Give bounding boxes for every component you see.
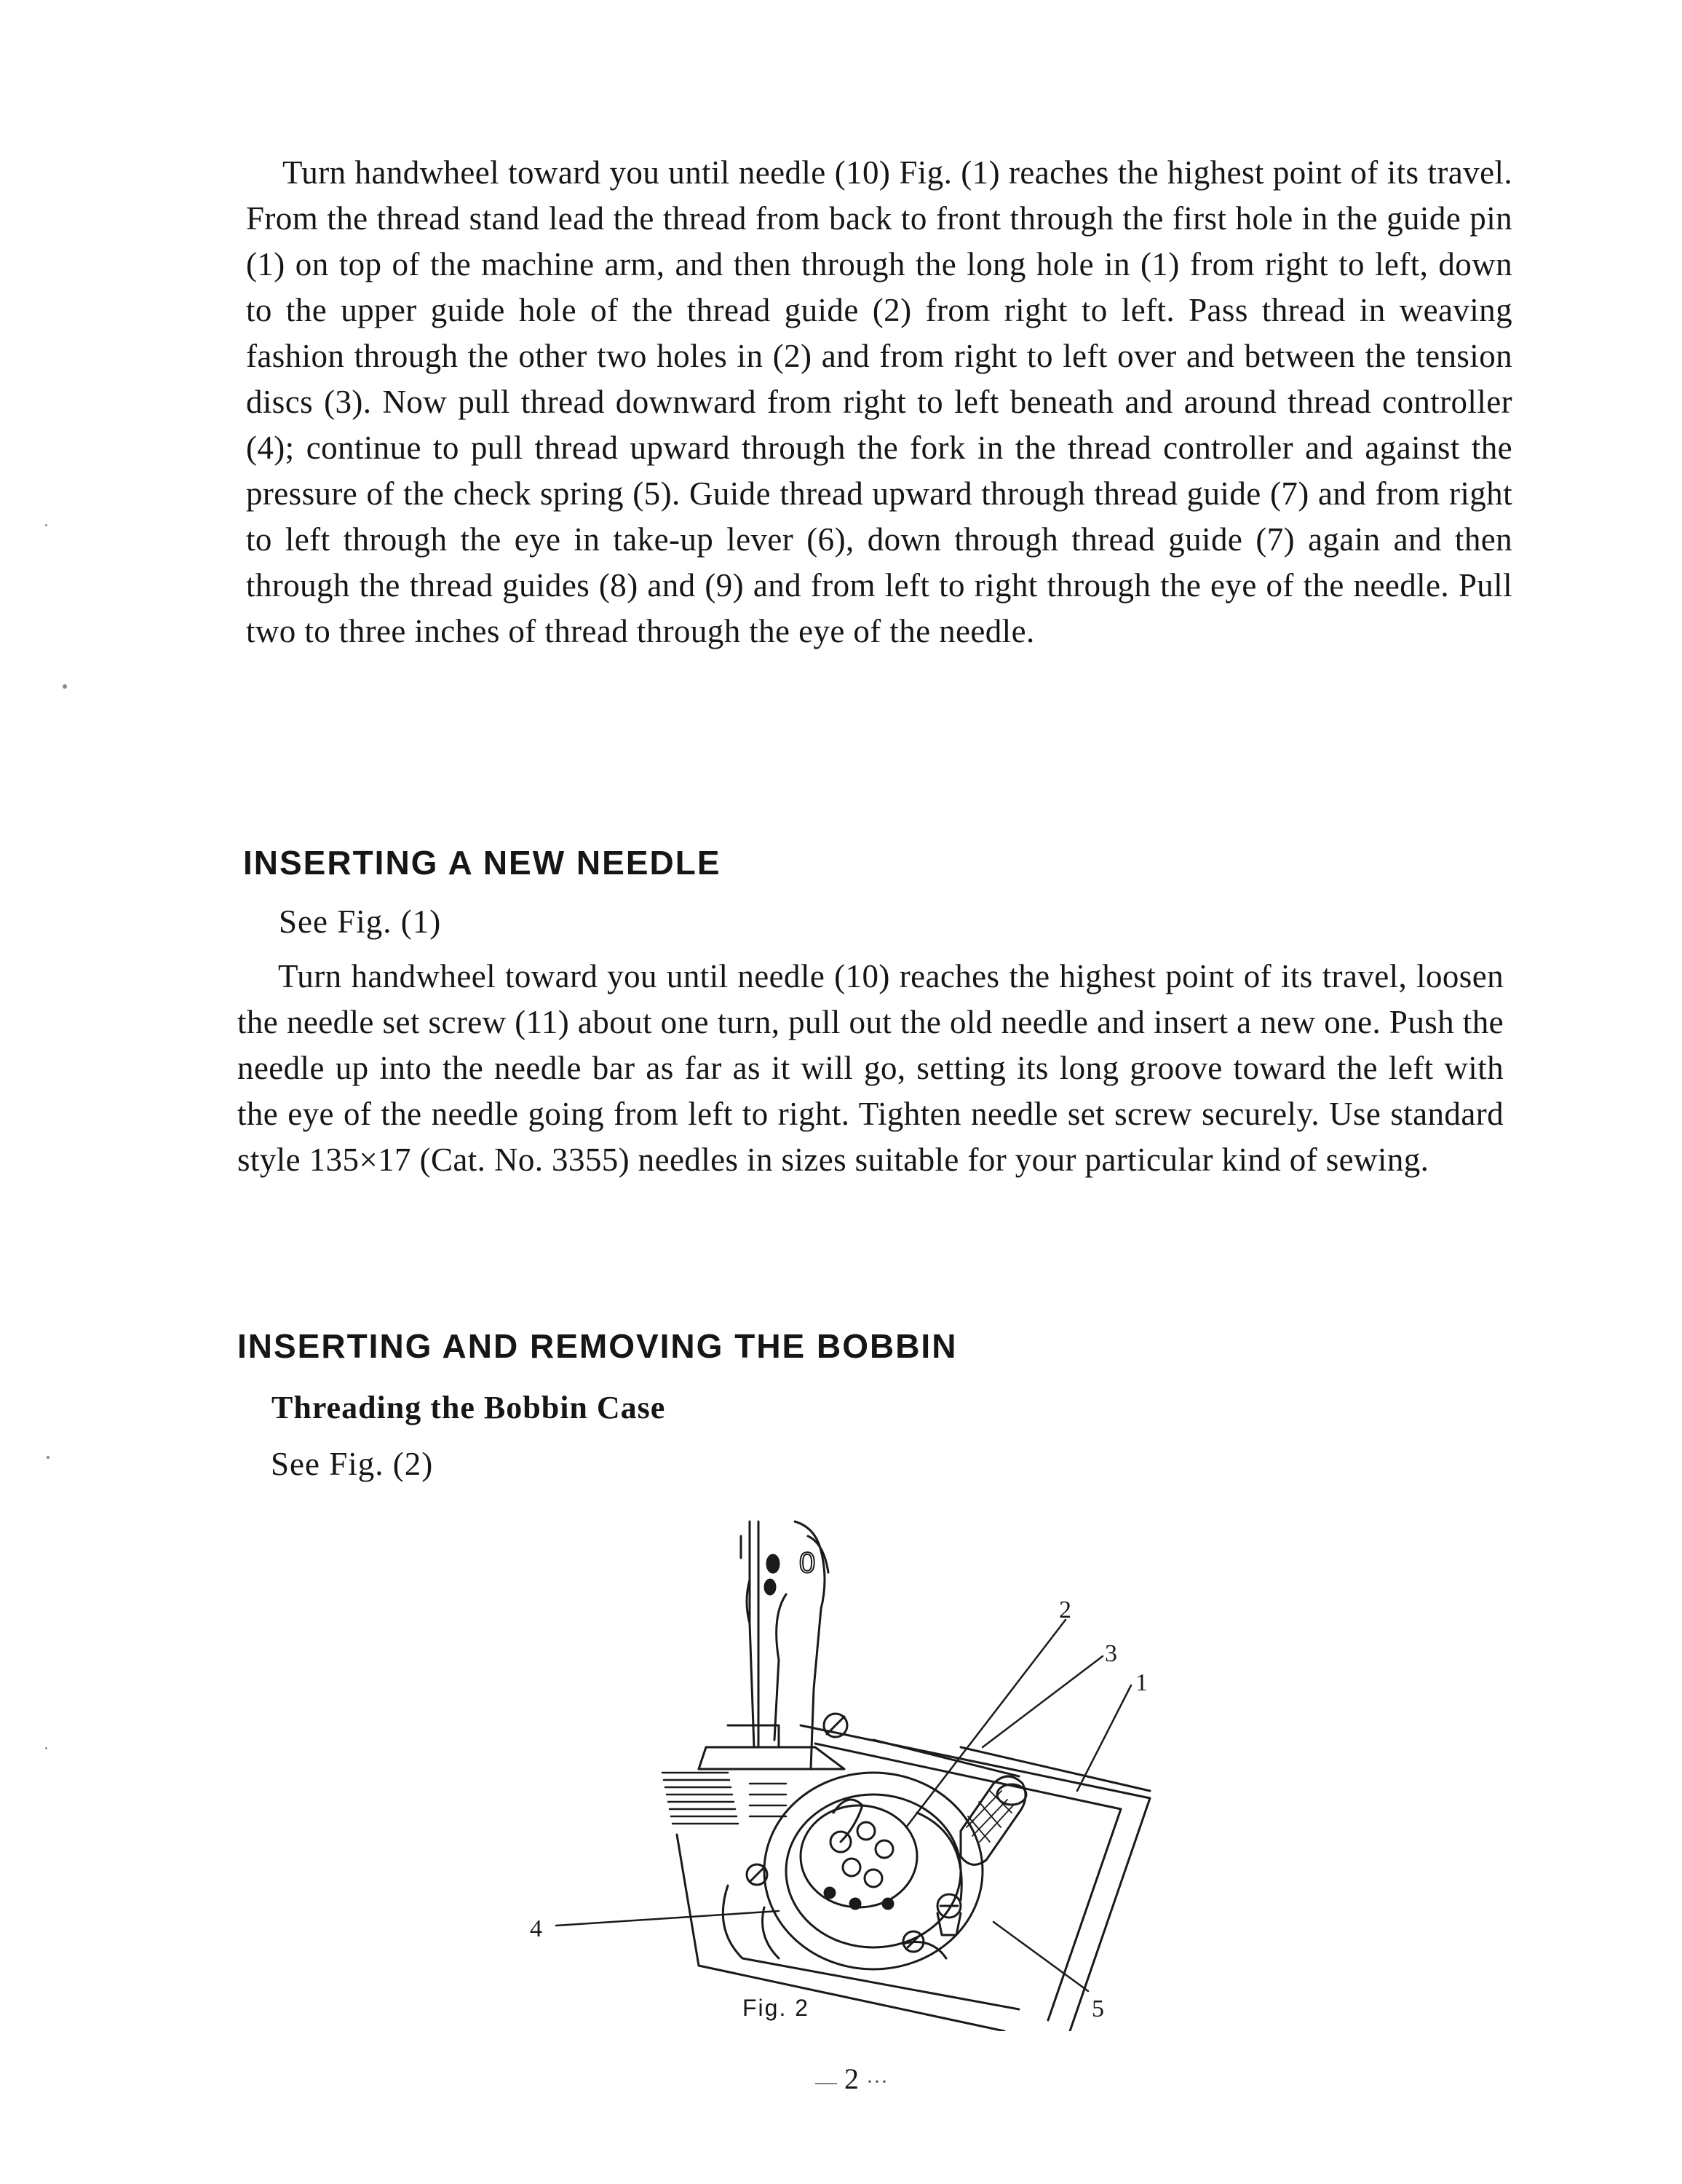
page-number-value: 2 bbox=[844, 2062, 859, 2095]
heading-bobbin: INSERTING AND REMOVING THE BOBBIN bbox=[237, 1327, 958, 1365]
see-fig-2: See Fig. (2) bbox=[271, 1446, 434, 1482]
scan-speck bbox=[45, 1747, 47, 1749]
callout-1: 1 bbox=[1135, 1669, 1148, 1696]
see-fig-1: See Fig. (1) bbox=[279, 903, 442, 940]
feed-dog-drawing bbox=[662, 1773, 786, 1824]
scan-speck bbox=[47, 1456, 49, 1459]
threading-paragraph: Turn handwheel toward you until needle (10) Fig. (1) reaches the highest point of its travel. From the thread stand lead the thread from back to front through the first hole in the guide pin (1) on top of the machine arm, and then through the long hole in (1) from right to left, down to the upper guide hole of the thread guide (2) from right to left. Pass thread in weaving fashion through the other two holes in (2) and from right to left over and between the tension discs (3). Now pull thread downward from right to left beneath and around thread controller (4); continue to pull thread upward through the fork in the thread controller and against the pressure of the check spring (5). Guide thread upward through thread guide (7) and from right to left through the eye in take-up lever (6), down through thread guide (7) again and then through the thread guides (8) and (9) and from left to right through the eye of the needle. Pull two to three inches of thread through the eye of the needle. bbox=[246, 154, 1512, 649]
callout-leaders bbox=[556, 1620, 1131, 1991]
needle-drawing bbox=[741, 1522, 779, 1747]
subheading-bobbin-case: Threading the Bobbin Case bbox=[271, 1390, 666, 1425]
heading-inserting-needle: INSERTING A NEW NEEDLE bbox=[243, 844, 721, 882]
figure-caption: Fig. 2 bbox=[742, 1995, 810, 2021]
svg-text:0: 0 bbox=[799, 1547, 816, 1579]
scan-speck bbox=[45, 524, 47, 526]
callout-4: 4 bbox=[530, 1915, 542, 1942]
scan-speck bbox=[63, 684, 67, 689]
needle-paragraph: Turn handwheel toward you until needle (10) reaches the highest point of its travel, loosen the needle set screw (11) about one turn, pull out the old needle and insert a new one. Push the needle up into the needle bar as far as it will go, setting its long groove toward the left with the eye of the needle going from left to right. Tighten needle set screw securely. Use standard style 135×17 (Cat. No. 3355) needles in sizes suitable for your particular kind of sewing. bbox=[237, 958, 1504, 1178]
figure-2-illustration bbox=[509, 1507, 1165, 2031]
bobbin-case-drawing bbox=[747, 1773, 983, 1969]
page-number bbox=[815, 2062, 888, 2096]
callout-5: 5 bbox=[1092, 1995, 1104, 2022]
callout-2: 2 bbox=[1059, 1597, 1071, 1623]
callout-3: 3 bbox=[1105, 1640, 1117, 1667]
page-dash-right: ··· bbox=[866, 2070, 888, 2094]
page-dash-left: — bbox=[815, 2070, 837, 2094]
